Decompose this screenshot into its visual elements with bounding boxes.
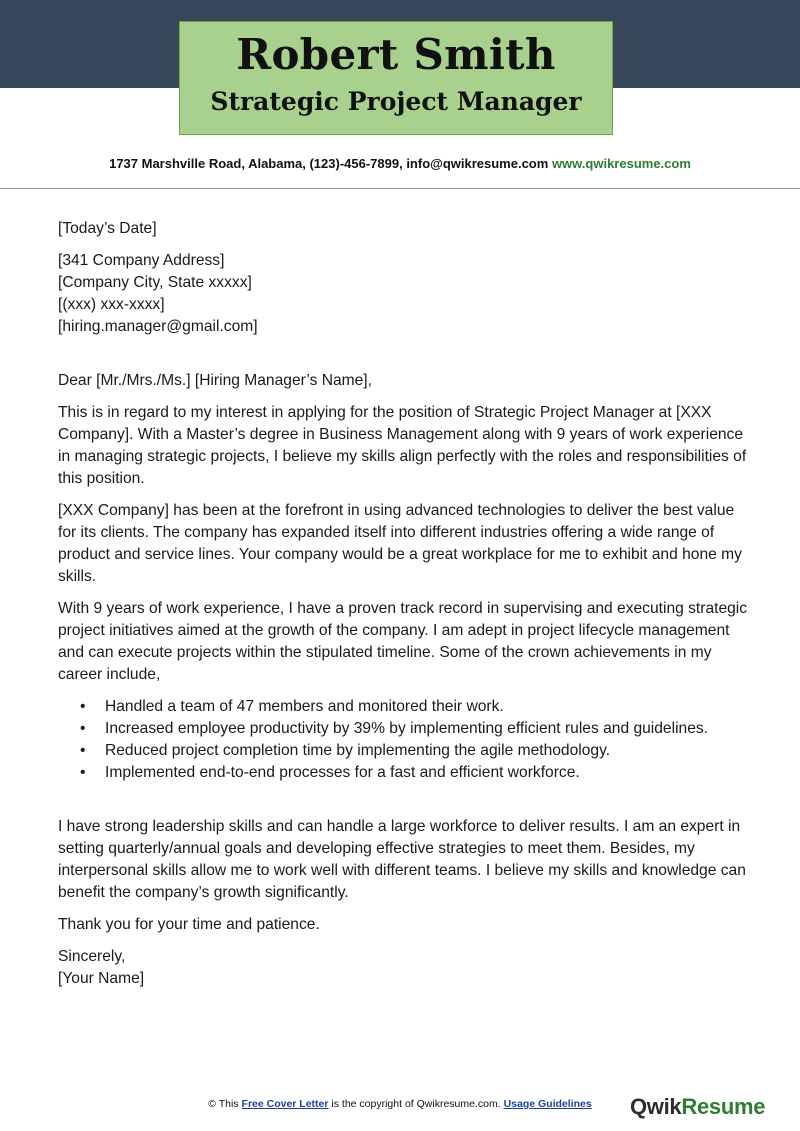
list-item: • Reduced project completion time by implementing the agile methodology. xyxy=(58,740,748,762)
paragraph: With 9 years of work experience, I have a proven track record in supervising and executing strategic project initiatives aimed at the growth of the company. I am adept in project lifecycle management and can execute projects within the stipulated timeline. Some of the crown achievements in my career include, xyxy=(58,600,748,683)
list-item: • Increased employee productivity by 39% by implementing efficient rules and guidelines. xyxy=(58,718,748,740)
header-divider xyxy=(0,188,800,189)
qwikresume-logo[interactable] xyxy=(630,1094,765,1120)
list-item: • Implemented end-to-end processes for a fast and efficient workforce. xyxy=(58,762,748,784)
address-line: [Company City, State xxxxx] xyxy=(58,274,252,291)
logo-part-resume: Resume xyxy=(681,1094,766,1119)
address-line: [hiring.manager@gmail.com] xyxy=(58,318,258,335)
achievements-list xyxy=(58,696,748,784)
logo-part-qwik: Qwik xyxy=(630,1094,682,1119)
thanks-line: Thank you for your time and patience. xyxy=(58,916,320,933)
website-link[interactable]: www.qwikresume.com xyxy=(551,156,691,171)
job-title: Strategic Project Manager xyxy=(210,87,582,116)
usage-guidelines-link[interactable]: Usage Guidelines xyxy=(503,1098,592,1110)
candidate-name: Robert Smith xyxy=(236,30,556,79)
signoff: Sincerely, xyxy=(58,948,126,965)
signature-name: [Your Name] xyxy=(58,970,145,987)
contact-line xyxy=(0,156,800,171)
paragraph: This is in regard to my interest in applying for the position of Strategic Project Manager at [XXX Company]. With a Master’s degree in Business Management along with 9 years of work experience in managing strategic projects, I believe my skills align perfectly with the roles and responsibilities of this position. xyxy=(58,404,747,487)
recipient-address xyxy=(58,250,748,338)
salutation: Dear [Mr./Mrs./Ms.] [Hiring Manager’s Name], xyxy=(58,372,372,389)
paragraph: [XXX Company] has been at the forefront in using advanced technologies to deliver the best value for its clients. The company has expanded itself into different industries offering a wide range of product and service lines. Your company would be a great workplace for me to exhibit and hone my skills. xyxy=(58,502,742,585)
list-item: • Handled a team of 47 members and monitored their work. xyxy=(58,696,748,718)
address-line: [(xxx) xxx-xxxx] xyxy=(58,296,165,313)
signature-block xyxy=(58,946,748,990)
footer-prefix: © This xyxy=(208,1098,239,1110)
letter-body xyxy=(58,218,748,990)
address-line: [341 Company Address] xyxy=(58,252,225,269)
letter-date: [Today’s Date] xyxy=(58,220,157,237)
footer-middle: is the copyright of Qwikresume.com. xyxy=(331,1098,501,1110)
free-cover-letter-link[interactable]: Free Cover Letter xyxy=(241,1098,329,1110)
name-box xyxy=(179,21,613,135)
closing-paragraph: I have strong leadership skills and can handle a large workforce to deliver results. I am an expert in setting quarterly/annual goals and developing effective strategies to meet them. Besides, my interpersonal skills allow me to work well with different teams. I believe my skills and knowledge can benefit the company’s growth significantly. xyxy=(58,818,746,901)
contact-details: 1737 Marshville Road, Alabama, (123)-456-7899, info@qwikresume.com xyxy=(109,156,549,171)
